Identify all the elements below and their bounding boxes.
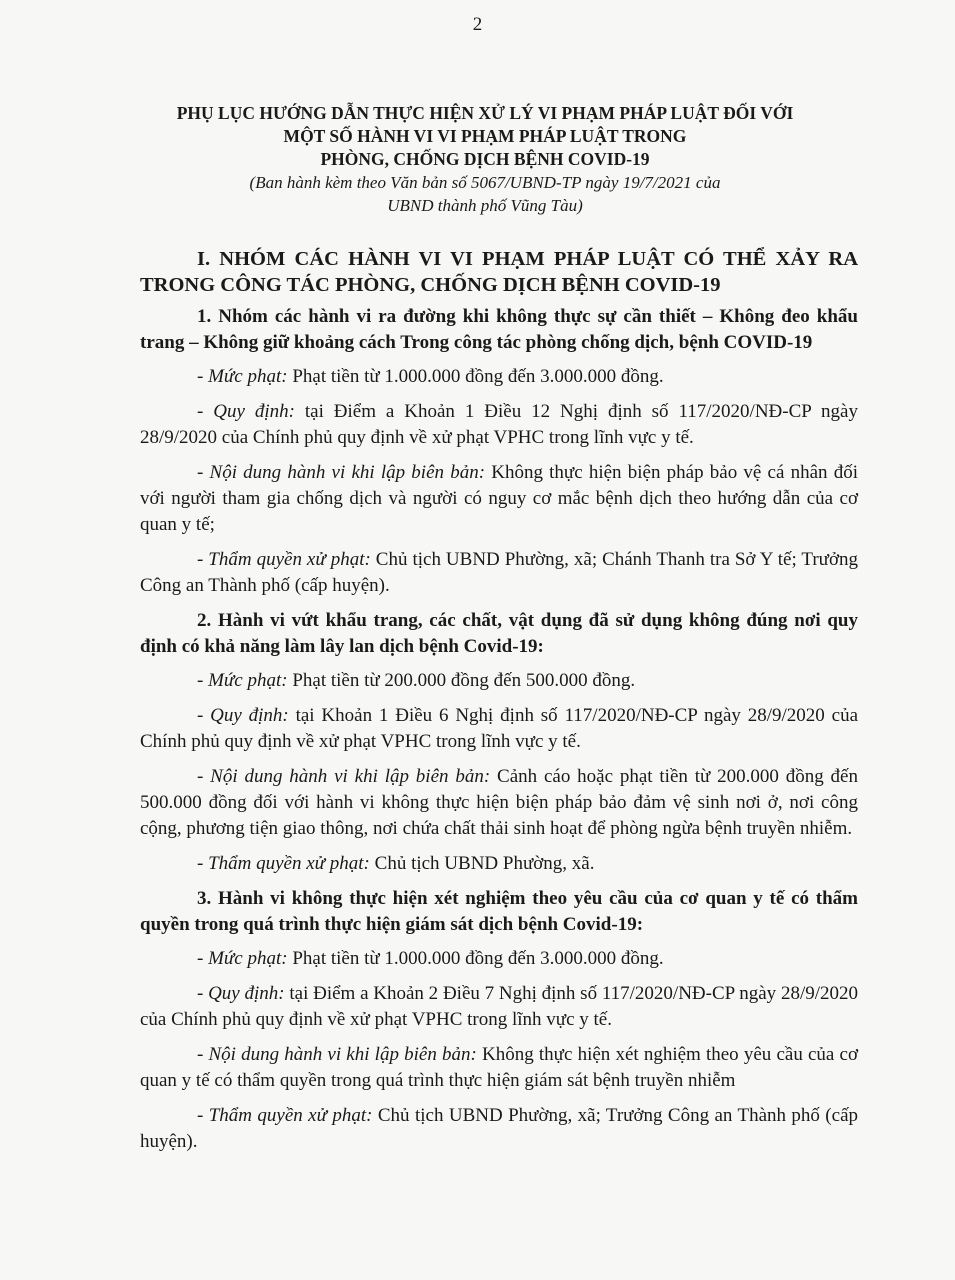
- para-label: - Quy định:: [197, 983, 285, 1004]
- item-3-regulation: [140, 981, 858, 1033]
- para-label: - Quy định:: [197, 401, 295, 422]
- page-number: 2: [472, 14, 483, 35]
- para-label: - Nội dung hành vi khi lập biên bản:: [197, 1044, 477, 1065]
- para-label: - Thẩm quyền xử phạt:: [197, 853, 370, 874]
- item-heading-3: 3. Hành vi không thực hiện xét nghiệm theo yêu cầu của cơ quan y tế có thẩm quyền trong quá trình thực hiện giám sát dịch bệnh Covid-19:: [140, 888, 858, 935]
- subtitle-line-2: UBND thành phố Vũng Tàu): [387, 196, 583, 215]
- item-1-penalty: [140, 364, 858, 390]
- subtitle-line-1: (Ban hành kèm theo Văn bản số 5067/UBND-TP ngày 19/7/2021 của: [249, 173, 721, 192]
- para-label: - Thẩm quyền xử phạt:: [197, 1105, 373, 1126]
- para-text: tại Khoản 1 Điều 6 Nghị định số 117/2020/NĐ-CP ngày 28/9/2020 của Chính phủ quy định về xử phạt VPHC trong lĩnh vực y tế.: [140, 705, 859, 752]
- para-text: Không thực hiện biện pháp bảo vệ cá nhân đối với người tham gia chống dịch và người có nguy cơ mắc bệnh dịch theo hướng dẫn của cơ quan y tế;: [140, 462, 858, 535]
- para-text: tại Điểm a Khoản 2 Điều 7 Nghị định số 117/2020/NĐ-CP ngày 28/9/2020 của Chính phủ quy định về xử phạt VPHC trong lĩnh vực y tế.: [140, 983, 858, 1030]
- para-text: Chủ tịch UBND Phường, xã.: [369, 853, 595, 874]
- para-text: Không thực hiện xét nghiệm theo yêu cầu của cơ quan y tế có thẩm quyền trong quá trình thực hiện giám sát bệnh truyền nhiễm: [140, 1044, 858, 1091]
- para-label: - Mức phạt:: [197, 366, 288, 387]
- para-text: Phạt tiền từ 1.000.000 đồng đến 3.000.000 đồng.: [287, 366, 664, 387]
- item-2-regulation: [140, 703, 858, 755]
- item-heading-1: 1. Nhóm các hành vi ra đường khi không thực sự cần thiết – Không đeo khẩu trang – Không giữ khoảng cách Trong công tác phòng chống dịch, bệnh COVID-19: [140, 306, 858, 353]
- item-2-authority: [140, 851, 858, 877]
- para-label: - Thẩm quyền xử phạt:: [197, 549, 371, 570]
- para-label: - Nội dung hành vi khi lập biên bản:: [197, 766, 491, 787]
- item-3-violation-content: [140, 1042, 858, 1094]
- item-3-authority: [140, 1103, 858, 1155]
- item-heading-2: 2. Hành vi vứt khẩu trang, các chất, vật dụng đã sử dụng không đúng nơi quy định có khả năng làm lây lan dịch bệnh Covid-19:: [140, 610, 858, 657]
- para-label: - Mức phạt:: [197, 948, 288, 969]
- para-text: tại Điểm a Khoản 1 Điều 12 Nghị định số 117/2020/NĐ-CP ngày 28/9/2020 của Chính phủ quy định về xử phạt VPHC trong lĩnh vực y tế.: [140, 401, 858, 448]
- title-line-2: MỘT SỐ HÀNH VI VI PHẠM PHÁP LUẬT TRONG: [283, 126, 687, 146]
- document-body: [140, 246, 858, 1164]
- para-text: Cảnh cáo hoặc phạt tiền từ 200.000 đồng đến 500.000 đồng đối với hành vi không thực hiện biện pháp bảo đảm vệ sinh nơi ở, nơi công cộng, phương tiện giao thông, nơi chứa chất thải sinh hoạt để phòng ngừa bệnh truyền nhiễm.: [140, 766, 858, 839]
- para-text: Chủ tịch UBND Phường, xã; Chánh Thanh tra Sở Y tế; Trưởng Công an Thành phố (cấp huyện).: [140, 549, 858, 596]
- item-1-violation-content: [140, 460, 858, 538]
- item-1-regulation: [140, 399, 858, 451]
- para-text: Phạt tiền từ 200.000 đồng đến 500.000 đồng.: [287, 670, 636, 691]
- item-2-violation-content: [140, 764, 858, 842]
- para-text: Phạt tiền từ 1.000.000 đồng đến 3.000.000 đồng.: [287, 948, 664, 969]
- para-text: Chủ tịch UBND Phường, xã; Trưởng Công an Thành phố (cấp huyện).: [140, 1105, 858, 1152]
- item-3-penalty: [140, 946, 858, 972]
- para-label: - Nội dung hành vi khi lập biên bản:: [197, 462, 486, 483]
- item-1-authority: [140, 547, 858, 599]
- title-line-3: PHÒNG, CHỐNG DỊCH BỆNH COVID-19: [320, 149, 650, 169]
- document-header: [120, 102, 850, 217]
- item-2-penalty: [140, 668, 858, 694]
- title-line-1: PHỤ LỤC HƯỚNG DẪN THỰC HIỆN XỬ LÝ VI PHẠM PHÁP LUẬT ĐỐI VỚI: [176, 103, 794, 123]
- para-label: - Mức phạt:: [197, 670, 288, 691]
- section-heading: I. NHÓM CÁC HÀNH VI VI PHẠM PHÁP LUẬT CÓ THỂ XẢY RA TRONG CÔNG TÁC PHÒNG, CHỐNG DỊCH BỆNH COVID-19: [140, 248, 858, 296]
- para-label: - Quy định:: [197, 705, 289, 726]
